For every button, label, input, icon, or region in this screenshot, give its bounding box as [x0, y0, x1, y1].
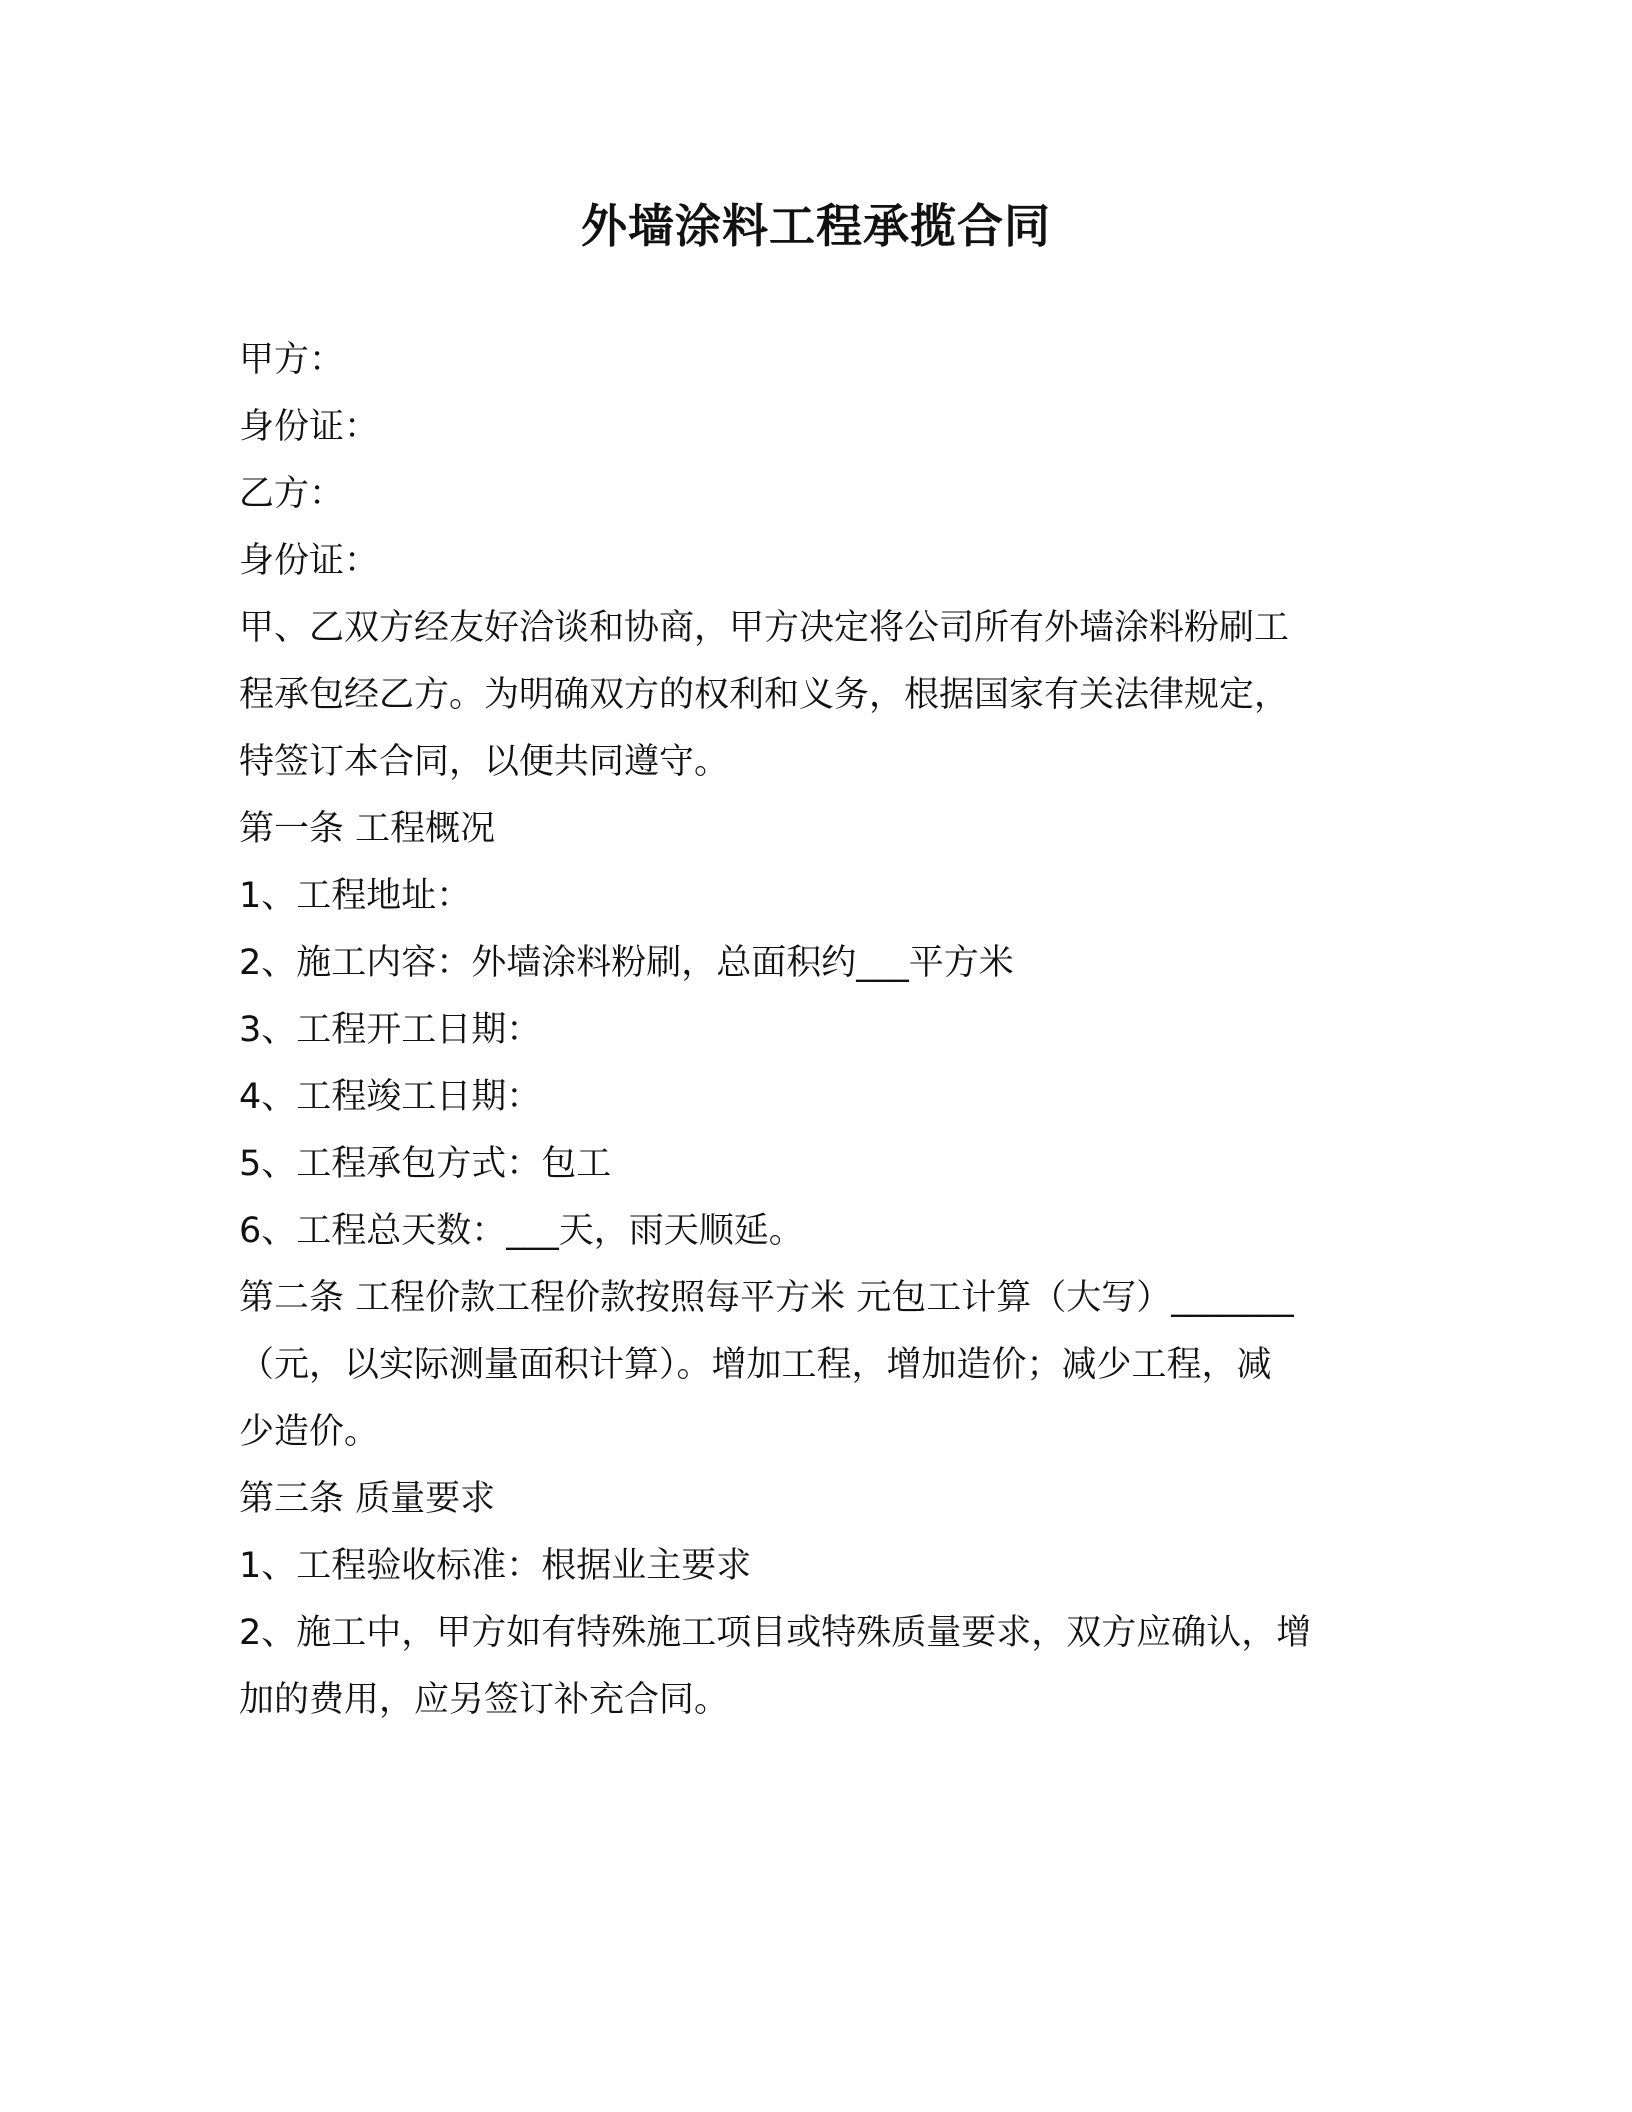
article-paragraph: （元，以实际测量面积计算）。增加工程，增加造价；减少工程，减 — [239, 1345, 1272, 1385]
document-title: 外墙涂料工程承揽合同 — [581, 199, 1051, 253]
party-b-line: 乙方： — [239, 474, 345, 514]
clause-item: 2、施工内容：外墙涂料粉刷，总面积约___平方米 — [239, 943, 1014, 983]
party-a-line: 甲方： — [239, 340, 345, 380]
party-a-id-line: 身份证： — [239, 407, 380, 447]
preamble-line: 甲、乙双方经友好洽谈和协商，甲方决定将公司所有外墙涂料粉刷工 — [239, 608, 1290, 648]
preamble-line: 程承包经乙方。为明确双方的权利和义务，根据国家有关法律规定， — [239, 675, 1290, 715]
clause-item: 3、工程开工日期： — [239, 1010, 542, 1050]
preamble-line: 特签订本合同，以便共同遵守。 — [239, 742, 730, 782]
clause-item: 4、工程竣工日期： — [239, 1077, 542, 1117]
clause-item: 2、施工中，甲方如有特殊施工项目或特殊质量要求，双方应确认，增 — [239, 1613, 1312, 1653]
article-heading: 第一条 工程概况 — [239, 809, 496, 849]
clause-item: 1、工程地址： — [239, 876, 472, 916]
article-paragraph: 少造价。 — [239, 1412, 380, 1452]
party-b-id-line: 身份证： — [239, 541, 380, 581]
clause-item: 加的费用，应另签订补充合同。 — [239, 1680, 730, 1720]
clause-item: 5、工程承包方式：包工 — [239, 1144, 612, 1184]
article-paragraph: 第二条 工程价款工程价款按照每平方米 元包工计算（大写）_______ — [239, 1278, 1294, 1318]
clause-item: 6、工程总天数：___天，雨天顺延。 — [239, 1211, 804, 1251]
article-heading: 第三条 质量要求 — [239, 1479, 496, 1519]
contract-body — [239, 327, 1389, 1734]
clause-item: 1、工程验收标准：根据业主要求 — [239, 1546, 752, 1586]
